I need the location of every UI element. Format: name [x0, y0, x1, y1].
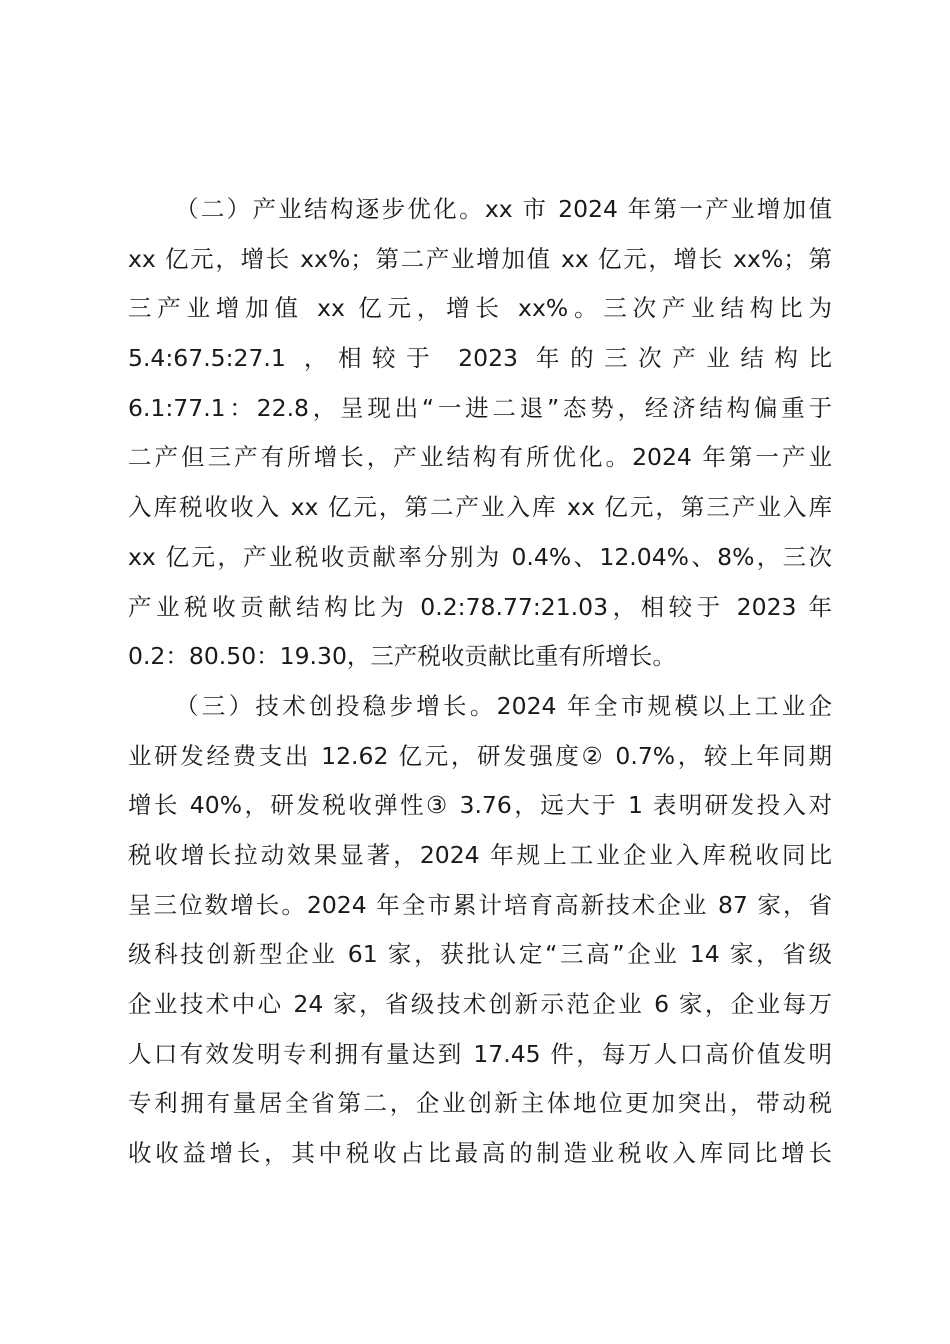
paragraph-line: 0.2：80.50：19.30，三产税收贡献比重有所增长。 — [128, 642, 676, 671]
paragraph-tech-investment — [128, 682, 832, 1179]
paragraph-line: 收收益增长，其中税收占比最高的制造业税收入库同比增长 — [128, 1139, 832, 1168]
paragraph-line: 业研发经费支出 12.62 亿元，研发强度② 0.7%，较上年同期 — [128, 741, 832, 770]
paragraph-line: 税收增长拉动效果显著，2024 年规上工业企业入库税收同比 — [128, 840, 832, 869]
paragraph-line: 5.4:67.5:27.1 ，相较于 2023 年的三次产业结构比 — [128, 344, 832, 373]
paragraph-line: （二）产业结构逐步优化。xx 市 2024 年第一产业增加值 — [175, 195, 832, 223]
paragraph-line: 二产但三产有所增长，产业结构有所优化。2024 年第一产业 — [128, 443, 832, 472]
paragraph-line: 企业技术中心 24 家，省级技术创新示范企业 6 家，企业每万 — [128, 990, 832, 1018]
paragraph-line: 产业税收贡献结构比为 0.2:78.77:21.03，相较于 2023 年 — [128, 592, 832, 621]
paragraph-line: 专利拥有量居全省第二，企业创新主体地位更加突出，带动税 — [128, 1089, 832, 1118]
paragraph-line: 6.1:77.1：22.8，呈现出“一进二退”态势，经济结构偏重于 — [128, 393, 832, 422]
paragraph-line: （三）技术创投稳步增长。2024 年全市规模以上工业企 — [175, 691, 832, 720]
paragraph-industrial-structure — [128, 185, 832, 682]
document-body — [128, 185, 832, 1179]
paragraph-line: 呈三位数增长。2024 年全市累计培育高新技术企业 87 家，省 — [128, 890, 832, 919]
paragraph-line: 入库税收收入 xx 亿元，第二产业入库 xx 亿元，第三产业入库 — [128, 493, 832, 522]
paragraph-line: 增长 40%，研发税收弹性③ 3.76，远大于 1 表明研发投入对 — [128, 791, 832, 820]
paragraph-line: 人口有效发明专利拥有量达到 17.45 件，每万人口高价值发明 — [128, 1039, 832, 1068]
paragraph-line: xx 亿元，产业税收贡献率分别为 0.4%、12.04%、8%，三次 — [128, 542, 832, 571]
paragraph-line: 级科技创新型企业 61 家，获批认定“三高”企业 14 家，省级 — [128, 940, 832, 969]
paragraph-line: xx 亿元，增长 xx%；第二产业增加值 xx 亿元，增长 xx%；第 — [128, 244, 832, 273]
paragraph-line: 三产业增加值 xx 亿元，增长 xx%。三次产业结构比为 — [128, 294, 832, 323]
